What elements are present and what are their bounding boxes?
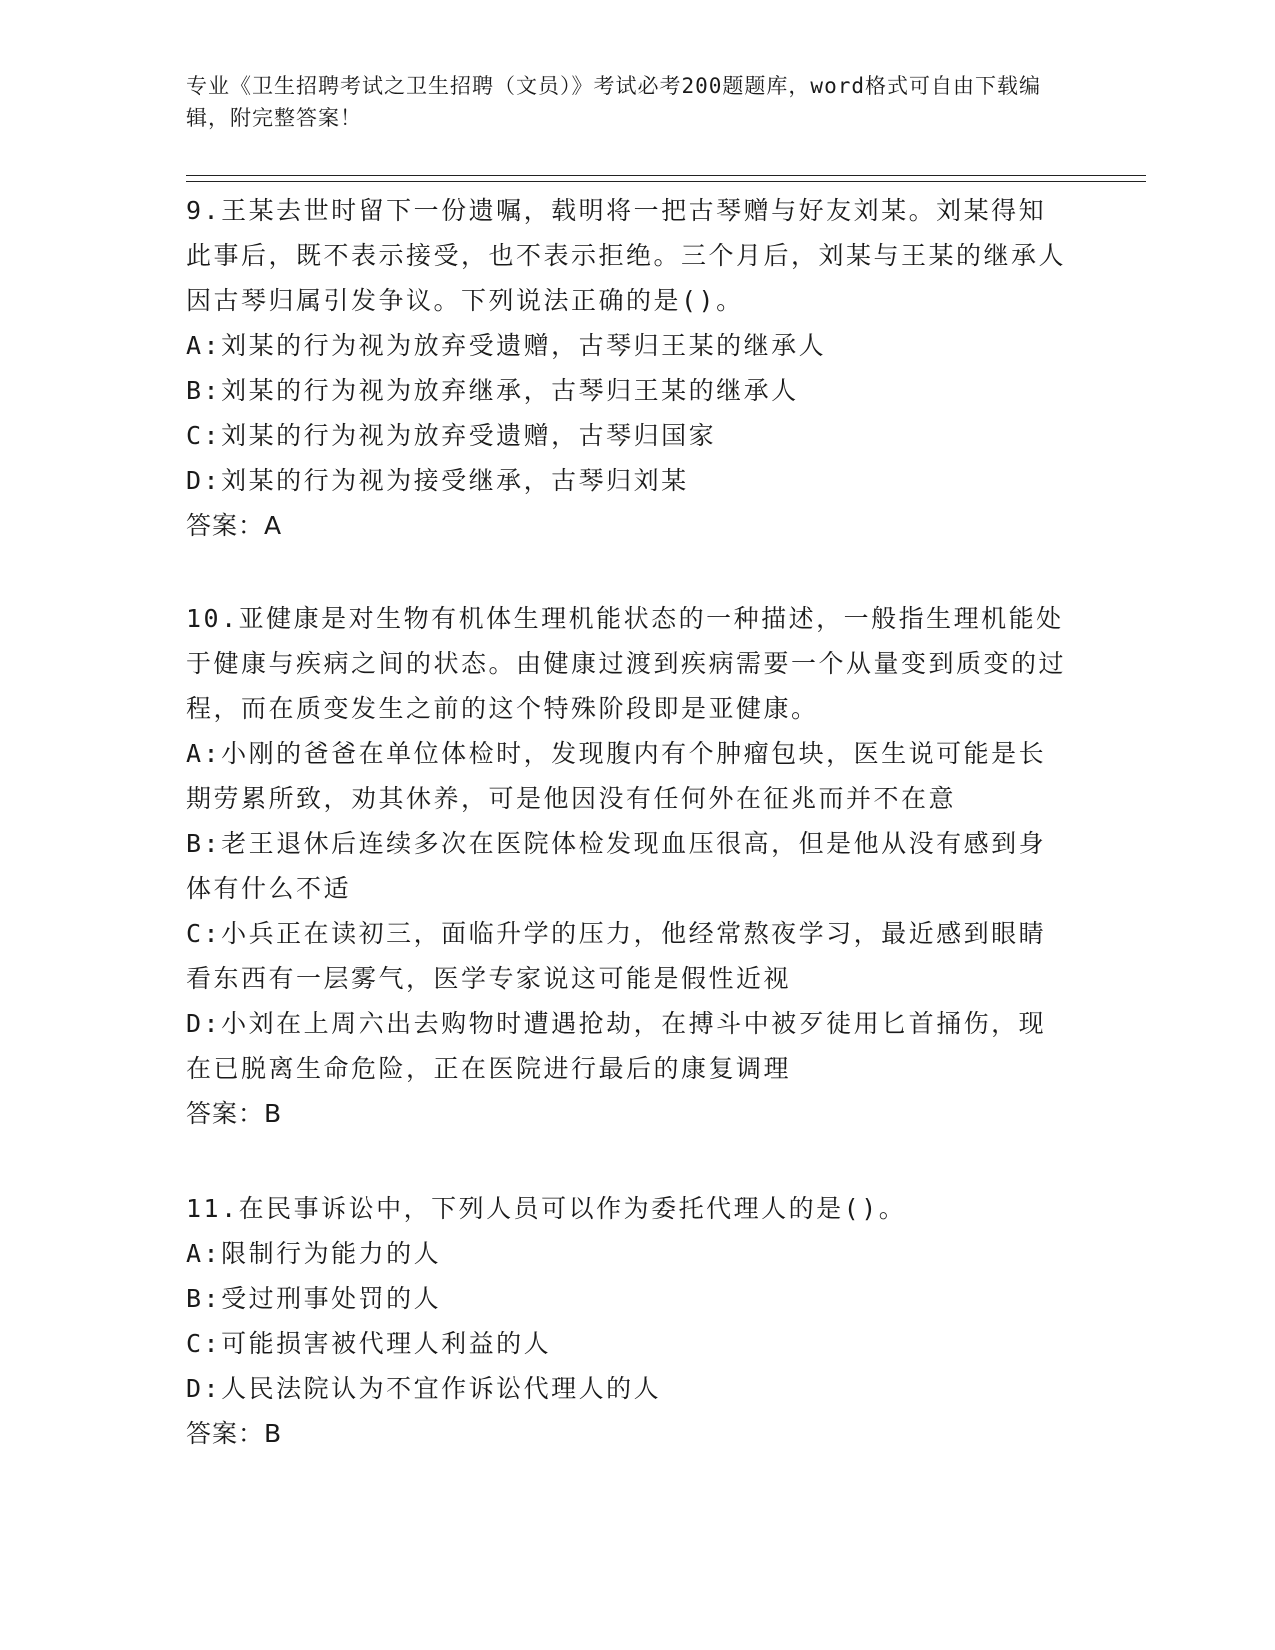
option-a: A:小刚的爸爸在单位体检时，发现腹内有个肿瘤包块，医生说可能是长期劳累所致，劝其休养，可是他因没有任何外在征兆而并不在意 — [186, 739, 1047, 813]
document-header: 专业《卫生招聘考试之卫生招聘（文员）》考试必考200题题库，word格式可自由下载编辑，附完整答案！ — [186, 74, 1041, 130]
option-b: B:受过刑事处罚的人 — [186, 1284, 442, 1313]
question-10 — [186, 596, 1066, 1161]
question-11 — [186, 1186, 1066, 1481]
option-d: D:刘某的行为视为接受继承，古琴归刘某 — [186, 466, 689, 495]
question-stem: 9.王某去世时留下一份遗嘱，载明将一把古琴赠与好友刘某。刘某得知此事后，既不表示接受，也不表示拒绝。三个月后，刘某与王某的继承人因古琴归属引发争议。下列说法正确的是()。 — [186, 196, 1067, 315]
question-stem: 11.在民事诉讼中，下列人员可以作为委托代理人的是()。 — [186, 1194, 907, 1223]
option-d: D:人民法院认为不宜作诉讼代理人的人 — [186, 1374, 662, 1403]
option-c: C:可能损害被代理人利益的人 — [186, 1329, 552, 1358]
question-stem: 10.亚健康是对生物有机体生理机能状态的一种描述，一般指生理机能处于健康与疾病之间的状态。由健康过渡到疾病需要一个从量变到质变的过程，而在质变发生之前的这个特殊阶段即是亚健康。 — [186, 604, 1067, 723]
option-a: A:刘某的行为视为放弃受遗赠，古琴归王某的继承人 — [186, 331, 827, 360]
option-b: B:老王退休后连续多次在医院体检发现血压很高，但是他从没有感到身体有什么不适 — [186, 829, 1047, 903]
header-divider-top — [186, 175, 1146, 176]
answer: 答案：A — [186, 511, 283, 540]
answer: 答案：B — [186, 1419, 283, 1448]
option-a: A:限制行为能力的人 — [186, 1239, 442, 1268]
header-divider-bottom — [186, 181, 1146, 182]
question-9 — [186, 188, 1066, 573]
option-c: C:小兵正在读初三，面临升学的压力，他经常熬夜学习，最近感到眼睛看东西有一层雾气，医学专家说这可能是假性近视 — [186, 919, 1047, 993]
option-b: B:刘某的行为视为放弃继承，古琴归王某的继承人 — [186, 376, 799, 405]
answer: 答案：B — [186, 1099, 283, 1128]
option-c: C:刘某的行为视为放弃受遗赠，古琴归国家 — [186, 421, 717, 450]
option-d: D:小刘在上周六出去购物时遭遇抢劫，在搏斗中被歹徒用匕首捅伤，现在已脱离生命危险，正在医院进行最后的康复调理 — [186, 1009, 1047, 1083]
